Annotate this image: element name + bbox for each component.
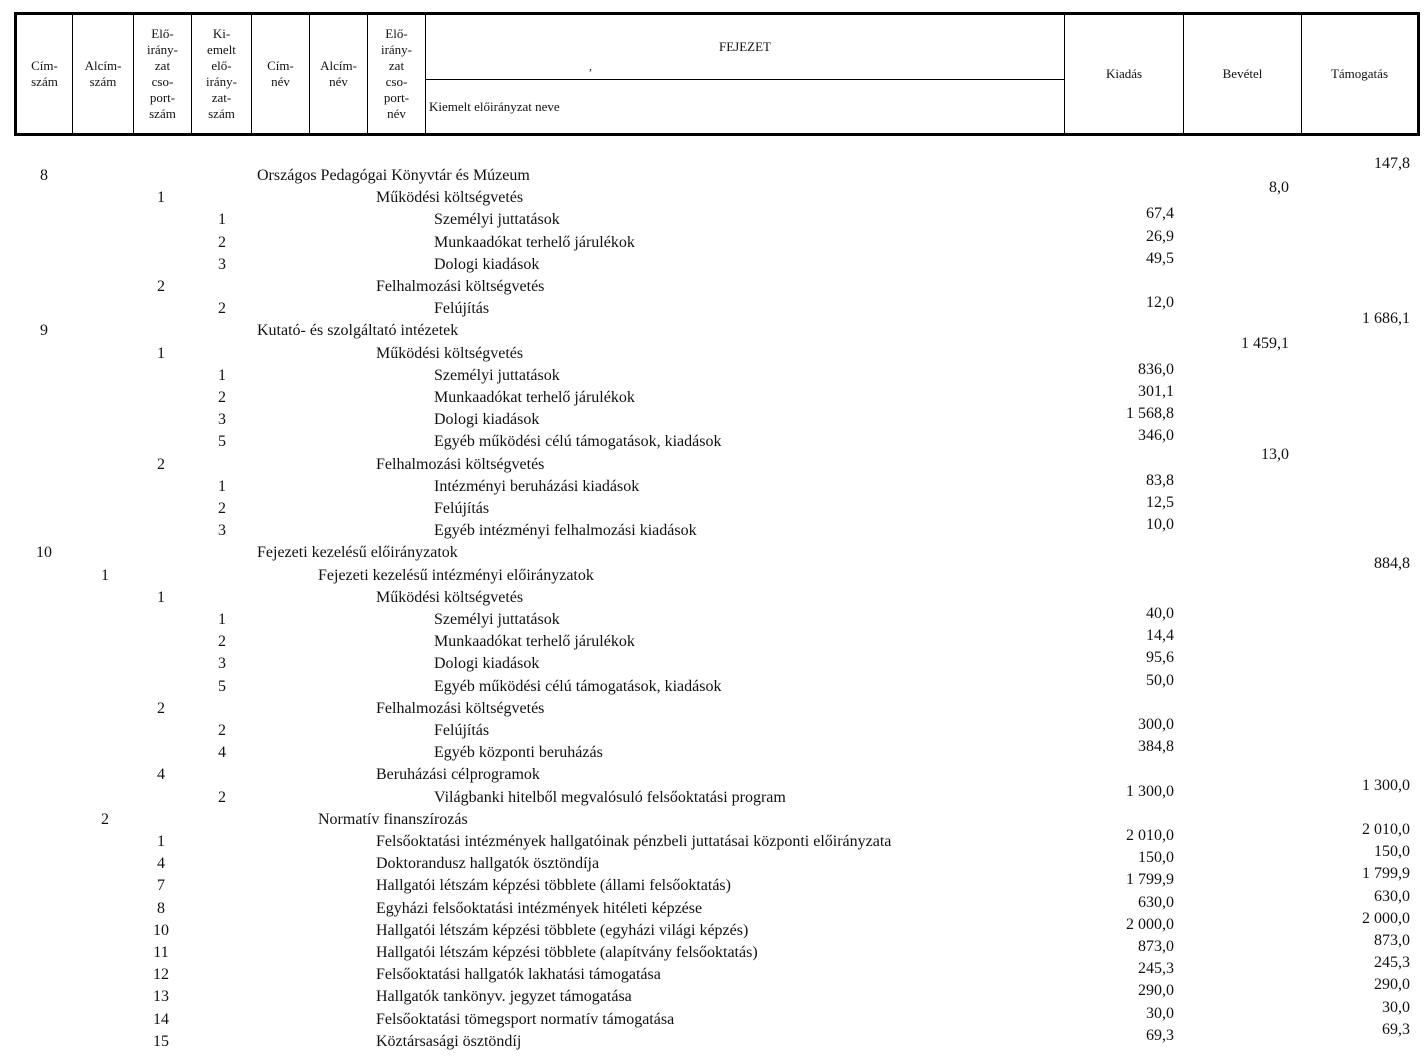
row-name: Fejezeti kezelésű intézményi előirányzatok [318,567,594,584]
kiadas-value: 301,1 [1138,383,1174,400]
tamogatas-value: 630,0 [1374,888,1410,905]
row-name: Normatív finanszírozás [318,811,468,828]
row-name: Felújítás [434,300,490,317]
tamogatas-value: 2 000,0 [1362,910,1410,927]
row-number: 3 [218,256,226,273]
kiadas-value: 290,0 [1138,982,1174,999]
col-tamogatas: Támogatás [1330,66,1389,81]
row-name: Fejezeti kezelésű előirányzatok [257,544,458,561]
row-name: Munkaadókat terhelő járulékok [434,234,635,251]
row-number: 10 [153,922,169,939]
row-number: 3 [218,522,226,539]
row-name: Felhalmozási költségvetés [376,278,545,295]
row-name: Köztársasági ösztöndíj [376,1033,522,1050]
col-cimnev: Cím- név [267,58,294,89]
kiadas-value: 245,3 [1138,960,1174,977]
tamogatas-value: 147,8 [1374,155,1410,172]
row-number: 2 [218,234,226,251]
kiadas-value: 50,0 [1146,672,1174,689]
tamogatas-value: 150,0 [1374,843,1410,860]
col-alcimnev: Alcím- név [320,58,357,89]
row-name: Működési költségvetés [376,589,524,606]
row-number: 2 [218,500,226,517]
kiadas-value: 1 799,9 [1126,871,1174,888]
row-number: 1 [218,478,226,495]
kiadas-value: 49,5 [1146,250,1174,267]
row-name: Egyéb működési célú támogatások, kiadások [434,678,722,695]
row-number: 7 [157,877,165,894]
bevetel-value: 8,0 [1269,179,1289,196]
row-number: 2 [218,300,226,317]
kiadas-value: 873,0 [1138,938,1174,955]
kiadas-value: 12,5 [1146,494,1174,511]
row-number: 9 [40,322,48,339]
row-number: 4 [157,766,165,783]
row-name: Személyi juttatások [434,211,560,228]
row-number: 10 [36,544,52,561]
row-name: Személyi juttatások [434,611,560,628]
row-number: 1 [218,367,226,384]
row-name: Dologi kiadások [434,411,540,428]
row-number: 2 [157,700,165,717]
row-number: 1 [157,833,165,850]
row-name: Egyházi felsőoktatási intézmények hitéleti képzése [376,900,703,917]
bevetel-value: 1 459,1 [1241,335,1289,352]
tamogatas-value: 1 686,1 [1362,310,1410,327]
row-name: Felsőoktatási intézmények hallgatóinak pénzbeli juttatásai központi előirányzata [376,833,892,850]
row-number: 4 [218,744,226,761]
table-header [14,12,1420,136]
row-number: 5 [218,433,226,450]
row-name: Felhalmozási költségvetés [376,700,545,717]
fejezet-mark: , [589,59,592,73]
row-number: 2 [157,278,165,295]
col-eloiranyzat-csoportnev: Elő- irány- zat cso- port- név [380,26,413,121]
row-name: Országos Pedagógai Könyvtár és Múzeum [257,167,530,184]
row-number: 12 [153,966,169,983]
col-eloiranyzat-csoportszam: Elő- irány- zat cso- port- szám [146,26,179,121]
kiadas-value: 630,0 [1138,894,1174,911]
col-fejezet: FEJEZET [719,39,771,54]
row-number: 2 [218,789,226,806]
kiadas-value: 40,0 [1146,605,1174,622]
row-number: 1 [101,567,109,584]
row-number: 5 [218,678,226,695]
row-number: 1 [218,211,226,228]
kiadas-value: 30,0 [1146,1005,1174,1022]
row-number: 4 [157,855,165,872]
kiadas-value: 1 568,8 [1126,405,1174,422]
kiadas-value: 300,0 [1138,716,1174,733]
kiadas-value: 69,3 [1146,1027,1174,1044]
row-name: Hallgatói létszám képzési többlete (egyházi világi képzés) [376,922,749,939]
col-kiadas: Kiadás [1105,66,1143,81]
row-name: Munkaadókat terhelő járulékok [434,633,635,650]
row-name: Működési költségvetés [376,189,524,206]
row-number: 2 [218,722,226,739]
kiadas-value: 26,9 [1146,228,1174,245]
kiadas-value: 95,6 [1146,649,1174,666]
row-number: 1 [157,589,165,606]
row-name: Egyéb központi beruházás [434,744,603,761]
kiadas-value: 12,0 [1146,294,1174,311]
row-number: 3 [218,655,226,672]
row-name: Egyéb intézményi felhalmozási kiadások [434,522,697,539]
row-number: 1 [157,189,165,206]
row-name: Felújítás [434,722,490,739]
row-number: 2 [157,456,165,473]
tamogatas-value: 30,0 [1382,999,1410,1016]
row-number: 13 [153,988,169,1005]
row-name: Kutató- és szolgáltató intézetek [257,322,459,339]
col-alcimszam: Alcím- szám [84,58,122,89]
row-name: Működési költségvetés [376,345,524,362]
kiadas-value: 836,0 [1138,361,1174,378]
row-number: 8 [40,167,48,184]
tamogatas-value: 290,0 [1374,976,1410,993]
kiadas-value: 346,0 [1138,427,1174,444]
row-name: Hallgatói létszám képzési többlete (állami felsőoktatás) [376,877,731,894]
kiadas-value: 2 010,0 [1126,827,1174,844]
row-number: 14 [153,1011,169,1028]
row-name: Felújítás [434,500,490,517]
row-name: Világbanki hitelből megvalósuló felsőoktatási program [434,789,786,806]
col-cimszam: Cím- szám [31,58,58,89]
row-name: Dologi kiadások [434,655,540,672]
row-name: Felsőoktatási tömegsport normatív támogatása [376,1011,675,1028]
row-number: 2 [101,811,109,828]
tamogatas-value: 69,3 [1382,1021,1410,1038]
kiadas-value: 14,4 [1146,627,1174,644]
kiadas-value: 2 000,0 [1126,916,1174,933]
row-number: 3 [218,411,226,428]
kiadas-value: 10,0 [1146,516,1174,533]
tamogatas-value: 1 799,9 [1362,865,1410,882]
row-name: Felsőoktatási hallgatók lakhatási támogatása [376,966,661,983]
row-name: Hallgatók tankönyv. jegyzet támogatása [376,988,632,1005]
kiadas-value: 83,8 [1146,472,1174,489]
row-number: 15 [153,1033,169,1050]
row-number: 1 [218,611,226,628]
row-name: Hallgatói létszám képzési többlete (alapítvány felsőoktatás) [376,944,758,961]
row-number: 11 [153,944,169,961]
row-number: 8 [157,900,165,917]
col-kiemelt-eloiranyzat-neve: Kiemelt előirányzat neve [429,98,560,114]
row-name: Beruházási célprogramok [376,766,540,783]
kiadas-value: 150,0 [1138,849,1174,866]
row-name: Felhalmozási költségvetés [376,456,545,473]
kiadas-value: 1 300,0 [1126,783,1174,800]
tamogatas-value: 884,8 [1374,555,1410,572]
bevetel-value: 13,0 [1261,446,1289,463]
row-number: 1 [157,345,165,362]
row-number: 2 [218,389,226,406]
tamogatas-value: 245,3 [1374,954,1410,971]
row-name: Egyéb működési célú támogatások, kiadások [434,433,722,450]
row-number: 2 [218,633,226,650]
tamogatas-value: 1 300,0 [1362,777,1410,794]
row-name: Munkaadókat terhelő járulékok [434,389,635,406]
kiadas-value: 384,8 [1138,738,1174,755]
col-bevetel: Bevétel [1222,66,1263,81]
row-name: Személyi juttatások [434,367,560,384]
row-name: Intézményi beruházási kiadások [434,478,640,495]
col-kiemelt-eloiranyzatszam: Ki- emelt elő- irány- zat- szám [205,26,238,121]
row-name: Doktorandusz hallgatók ösztöndíja [376,855,600,872]
row-name: Dologi kiadások [434,256,540,273]
tamogatas-value: 2 010,0 [1362,821,1410,838]
tamogatas-value: 873,0 [1374,932,1410,949]
kiadas-value: 67,4 [1146,205,1174,222]
